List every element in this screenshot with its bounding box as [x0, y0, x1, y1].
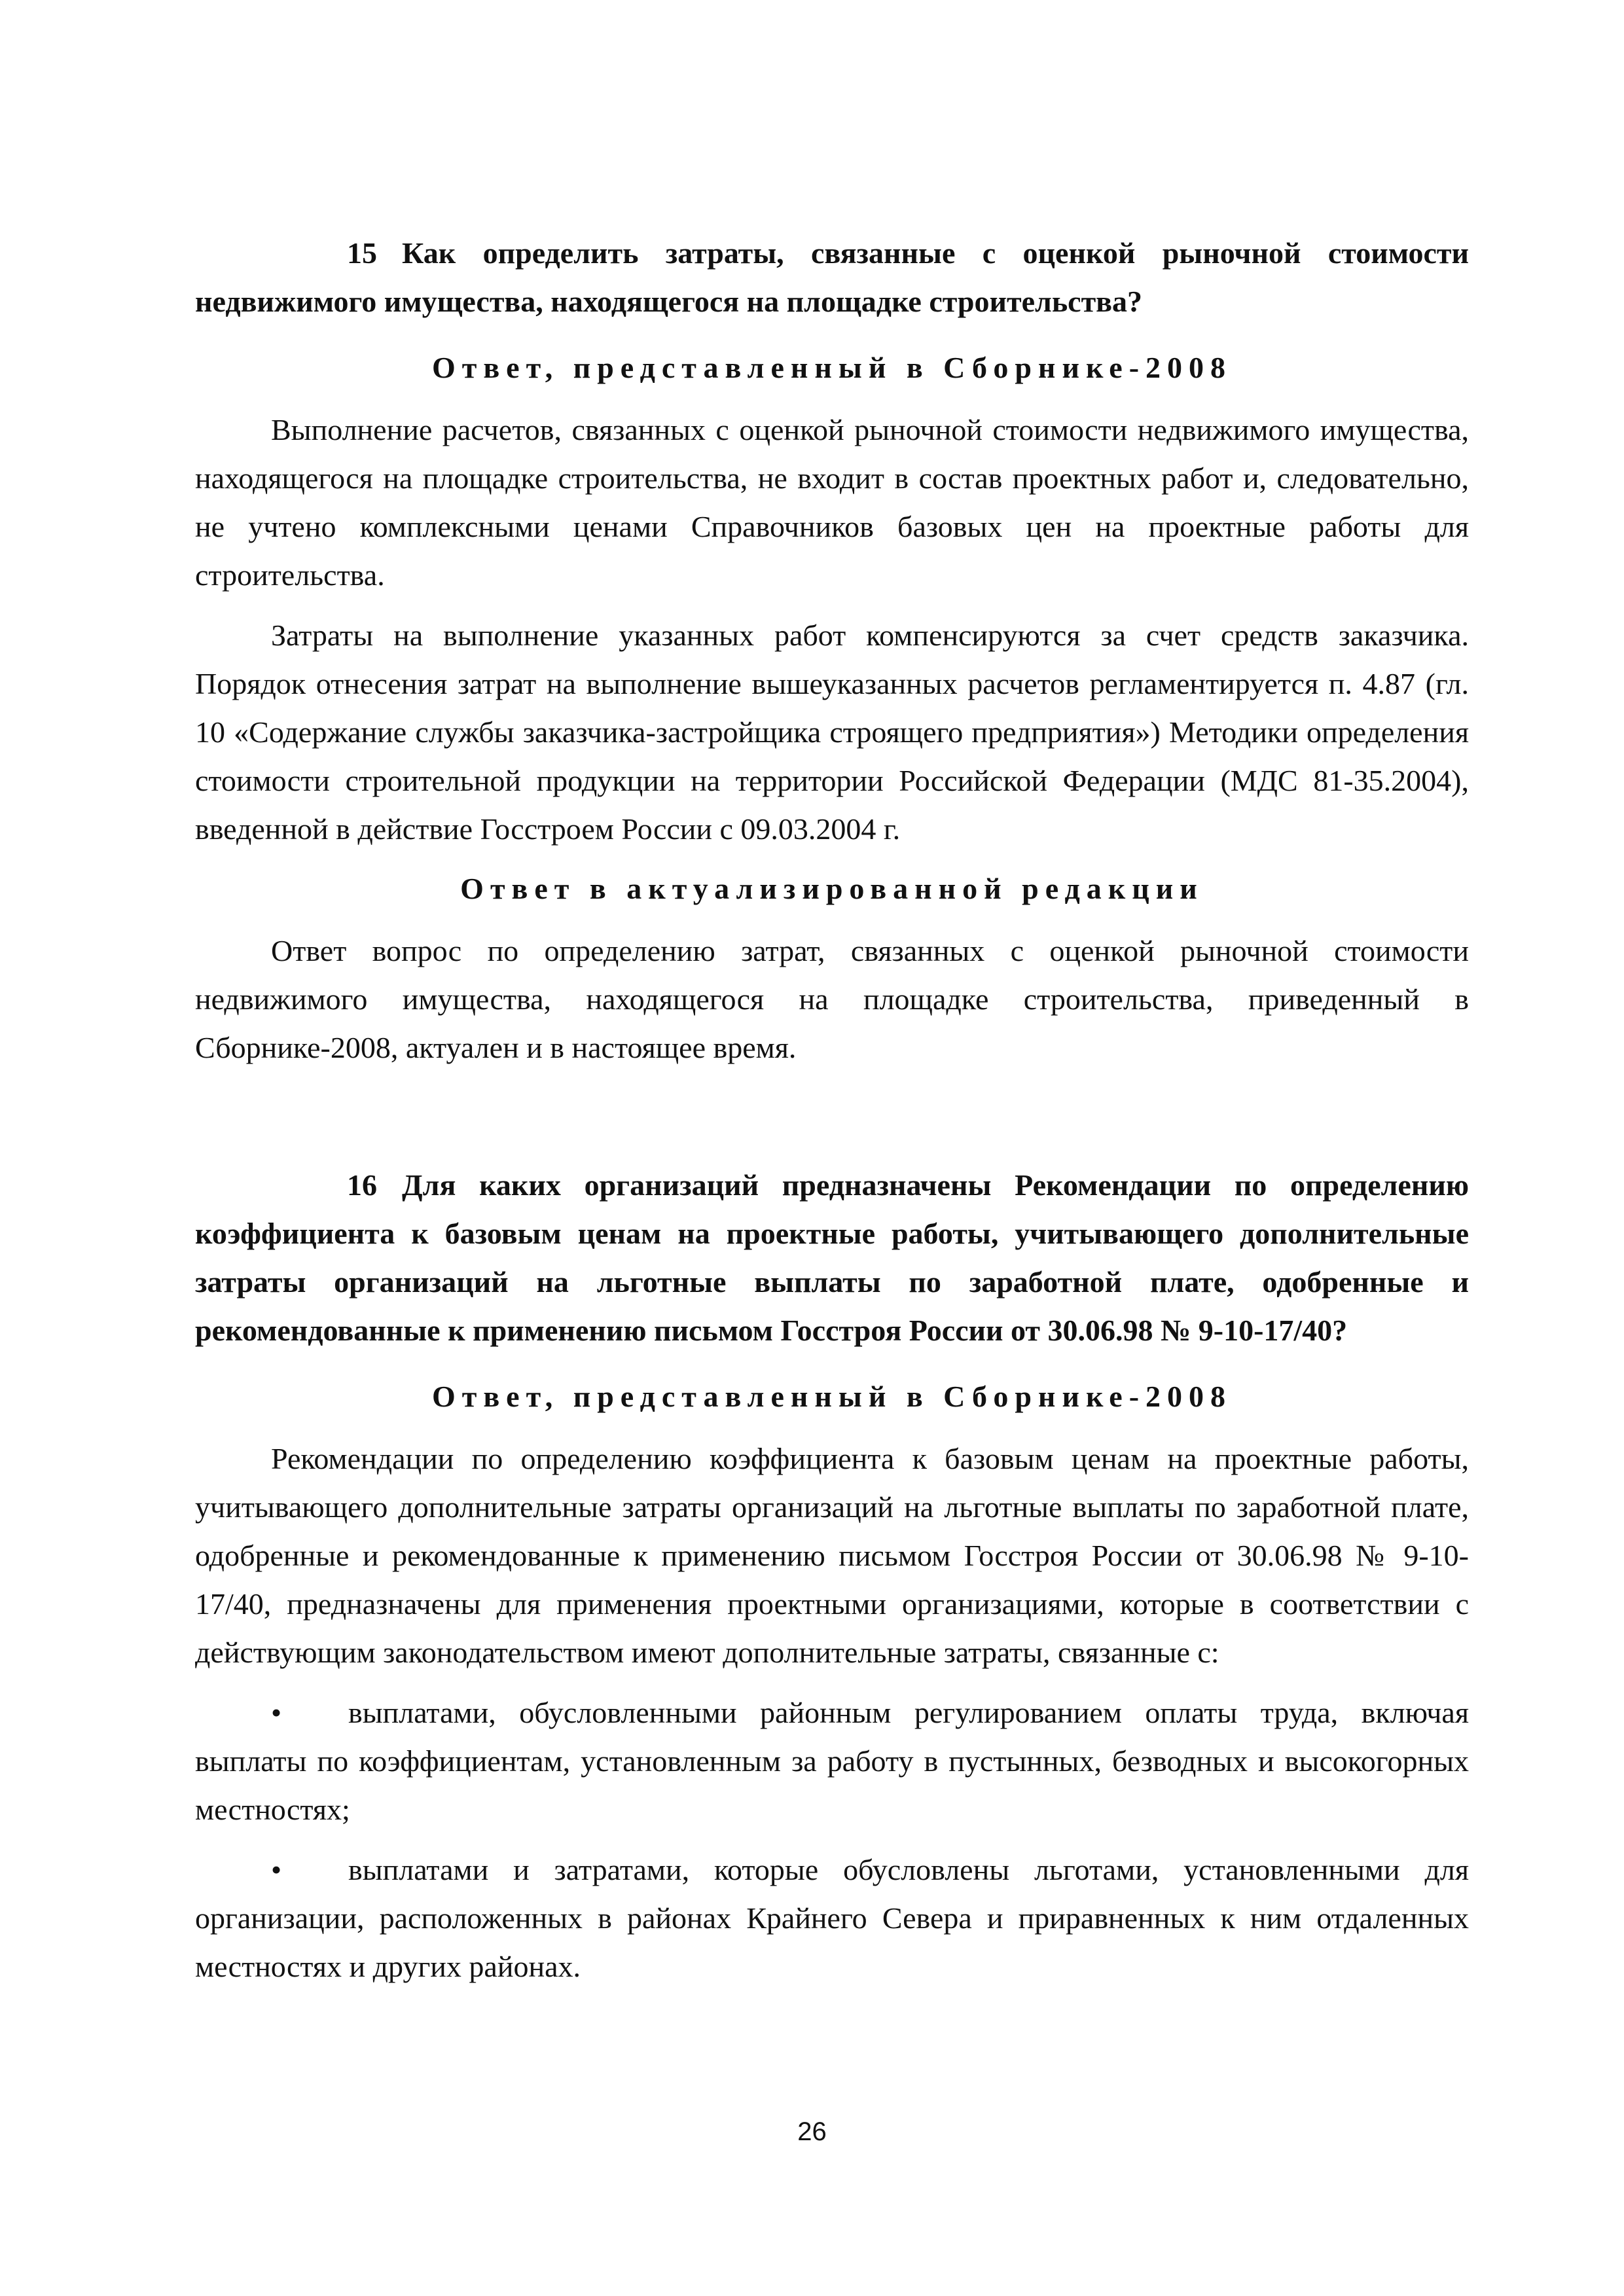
question-15-text: Как определить затраты, связанные с оценкой рыночной стоимости недвижимого имущества, находящегося на площадке строительства?	[195, 236, 1469, 318]
question-16-number: 16	[347, 1168, 377, 1202]
section-spacer	[195, 1084, 1469, 1161]
list-item	[195, 1846, 1469, 1991]
bullet-icon: •	[271, 1696, 282, 1729]
bullet-icon: •	[271, 1853, 282, 1886]
question-16-text: Для каких организаций предназначены Рекомендации по определению коэффициента к базовым ценам на проектные работы, учитывающего дополнительные затраты организаций на льготные выплаты по заработной плате, одобренные и рекомендованные к применению письмом Госстроя России от 30.06.98 № 9-10-17/40?	[195, 1168, 1469, 1347]
page-content	[195, 229, 1469, 2003]
answer-16-paragraph-1: Рекомендации по определению коэффициента к базовым ценам на проектные работы, учитывающего дополнительные затраты организаций на льготные выплаты по заработной плате, одобренные и рекомендованные к применению письмом Госстроя России от 30.06.98 № 9-10-17/40, предназначены для применения проектными организациями, которые в соответствии с действующим законодательством имеют дополнительные затраты, связанные с:	[195, 1442, 1469, 1669]
answer-2008-heading: Ответ, представленный в Сборнике-2008	[431, 351, 1233, 384]
page-number: 26	[797, 2117, 827, 2146]
list-item-text: выплатами, обусловленными районным регулированием оплаты труда, включая выплаты по коэффициентам, установленным за работу в пустынных, безводных и высокогорных местностях;	[195, 1696, 1469, 1826]
answer-2008-heading-16: Ответ, представленный в Сборнике-2008	[431, 1380, 1233, 1413]
answer-15-paragraph-1: Выполнение расчетов, связанных с оценкой рыночной стоимости недвижимого имущества, находящегося на площадке строительства, не входит в состав проектных работ и, следовательно, не учтено комплексными ценами Справочников базовых цен на проектные работы для строительства.	[195, 413, 1469, 592]
question-15-title	[195, 229, 1469, 326]
answer-15-paragraph-2: Затраты на выполнение указанных работ компенсируются за счет средств заказчика. Порядок отнесения затрат на выполнение вышеуказанных расчетов регламентируется п. 4.87 (гл. 10 «Содержание службы заказчика-застройщика строящего предприятия») Методики определения стоимости строительной продукции на территории Российской Федерации (МДС 81-35.2004), введенной в действие Госстроем России с 09.03.2004 г.	[195, 619, 1469, 846]
question-16-title	[195, 1161, 1469, 1355]
list-item-text: выплатами и затратами, которые обусловлены льготами, установленными для организации, расположенных в районах Крайнего Севера и приравненных к ним отдаленных местностях и других районах.	[195, 1853, 1469, 1983]
answer-actual-heading: Ответ в актуализированной редакции	[460, 872, 1204, 905]
question-15-number: 15	[347, 236, 377, 270]
answer-15-paragraph-3: Ответ вопрос по определению затрат, связанных с оценкой рыночной стоимости недвижимого имущества, находящегося на площадке строительства, приведенный в Сборнике-2008, актуален и в настоящее время.	[195, 934, 1469, 1064]
list-item	[195, 1689, 1469, 1834]
